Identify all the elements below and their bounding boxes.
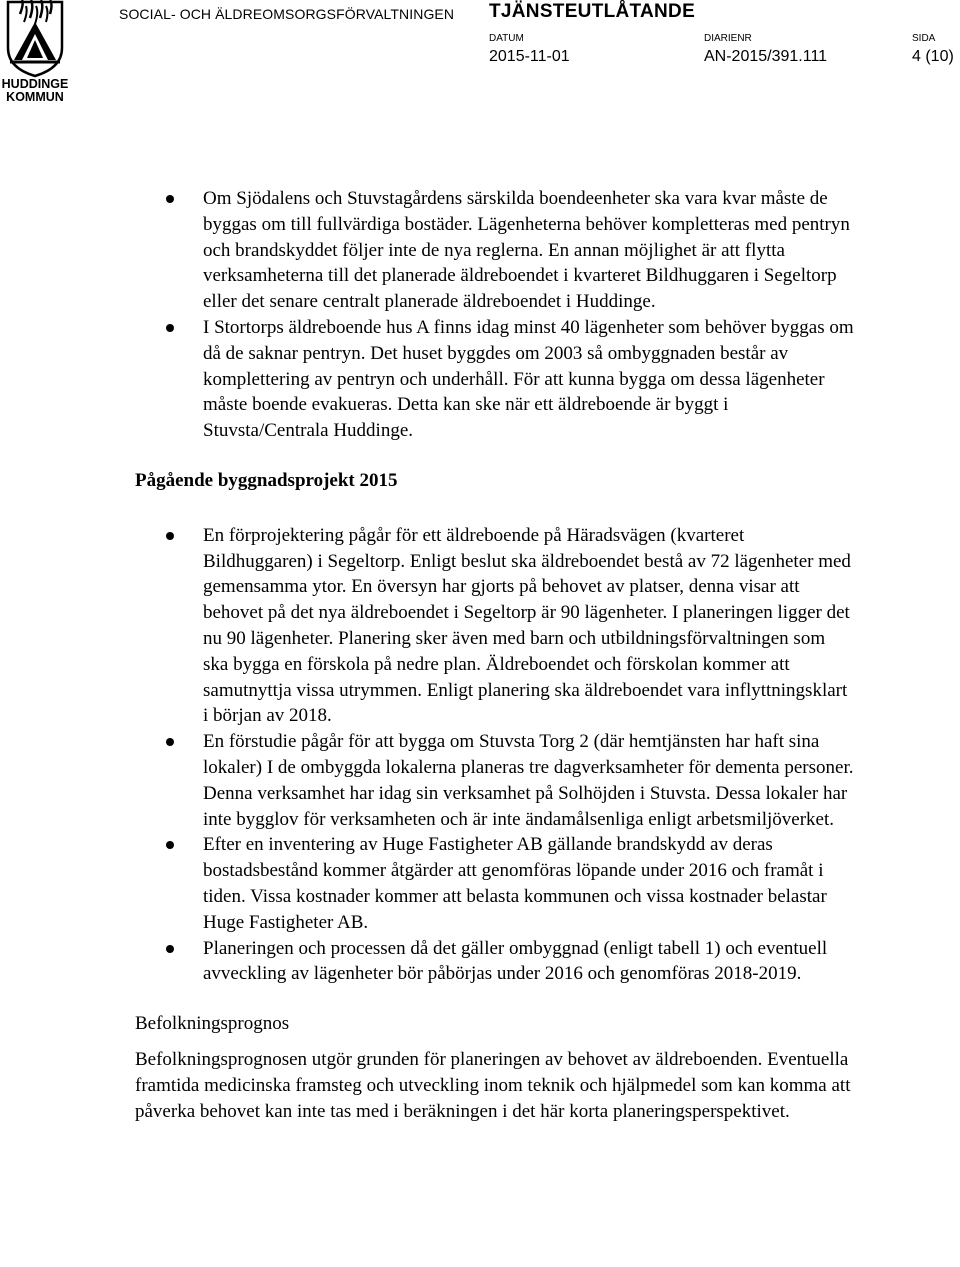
page-label: SIDA	[912, 33, 936, 44]
section-heading-projects: Pågående byggnadsprojekt 2015	[135, 469, 398, 491]
logo-text-line1: HUDDINGE	[1, 77, 69, 91]
prognosis-paragraph: Befolkningsprognosen utgör grunden för planeringen av behovet av äldreboenden. Eventuella framtida medicinska framsteg och utveckling inom teknik och hjälpmedel som kan komma att påverka behovet kan inte tas med i beräkningen i det här korta planeringsperspektivet.	[135, 1048, 851, 1122]
date-value: 2015-11-01	[489, 48, 570, 65]
section-heading-prognosis: Befolkningsprognos	[135, 1013, 290, 1035]
page-number: 4 (10)	[912, 48, 954, 65]
list-item: En förprojektering pågår för ett äldreboende på Häradsvägen (kvarteret Bildhuggaren) i Segeltorp. Enligt beslut ska äldreboendet bestå av 72 lägenheter med gemensamma ytor. En översyn har gjorts på behovet av platser, denna visar att behovet på det nya äldreboendet i Segeltorp är 90 lägenheter. I planeringen ligger det nu 90 lägenheter. Planering sker även med barn och utbildningsförvaltningen som ska bygga en förskola på nedre plan. Äldreboendet och förskolan kommer att samutnyttja vissa utrymmen. Enligt planering ska äldreboendet vara inflyttningsklart i början av 2018.	[203, 523, 855, 729]
bullet-list-projects	[135, 523, 855, 987]
logo-text-line2: KOMMUN	[6, 90, 64, 104]
list-item: En förstudie pågår för att bygga om Stuvsta Torg 2 (där hemtjänsten har haft sina lokaler) I de ombyggda lokalerna planeras tre dagverksamheter för dementa personer. Denna verksamhet har idag sin verksamhet på Solhöjden i Stuvsta. Dessa lokaler har inte bygglov för verksamheten och är inte ändamålsenliga enligt arbetsmiljöverket.	[203, 729, 855, 832]
document-type: TJÄNSTEUTLÅTANDE	[489, 1, 696, 22]
bullet-list-intro	[135, 186, 855, 444]
department-name: SOCIAL- OCH ÄLDREOMSORGSFÖRVALTNINGEN	[119, 6, 455, 22]
list-item: Efter en inventering av Huge Fastigheter AB gällande brandskydd av deras bostadsbestånd kommer åtgärder att genomföras löpande under 2016 och framåt i tiden. Vissa kostnader kommer att belasta kommunen och vissa kostnader belastar Huge Fastigheter AB.	[203, 832, 855, 935]
coat-of-arms-icon	[0, 0, 70, 78]
diarienr-value: AN-2015/391.111	[704, 48, 828, 65]
huddinge-logo	[0, 0, 70, 110]
list-item: Planeringen och processen då det gäller ombyggnad (enligt tabell 1) och eventuell avveckling av lägenheter bör påbörjas under 2016 och genomföras 2018-2019.	[203, 936, 855, 988]
list-item: I Stortorps äldreboende hus A finns idag minst 40 lägenheter som behöver byggas om då de saknar pentryn. Det huset byggdes om 2003 så ombyggnaden består av komplettering av pentryn och underhåll. För att kunna bygga om dessa lägenheter måste boende evakueras. Detta kan ske när ett äldreboende är byggt i Stuvsta/Centrala Huddinge.	[203, 315, 855, 444]
document-body	[135, 186, 855, 1124]
date-label: DATUM	[489, 33, 524, 44]
list-item: Om Sjödalens och Stuvstagårdens särskilda boendeenheter ska vara kvar måste de byggas om till fullvärdiga bostäder. Lägenheterna behöver kompletteras med pentryn och brandskyddet följer inte de nya reglerna. En annan möjlighet är att flytta verksamheterna till det planerade äldreboendet i kvarteret Bildhuggaren i Segeltorp eller det senare centralt planerade äldreboendet i Huddinge.	[203, 186, 855, 315]
diarienr-label: DIARIENR	[704, 33, 752, 44]
